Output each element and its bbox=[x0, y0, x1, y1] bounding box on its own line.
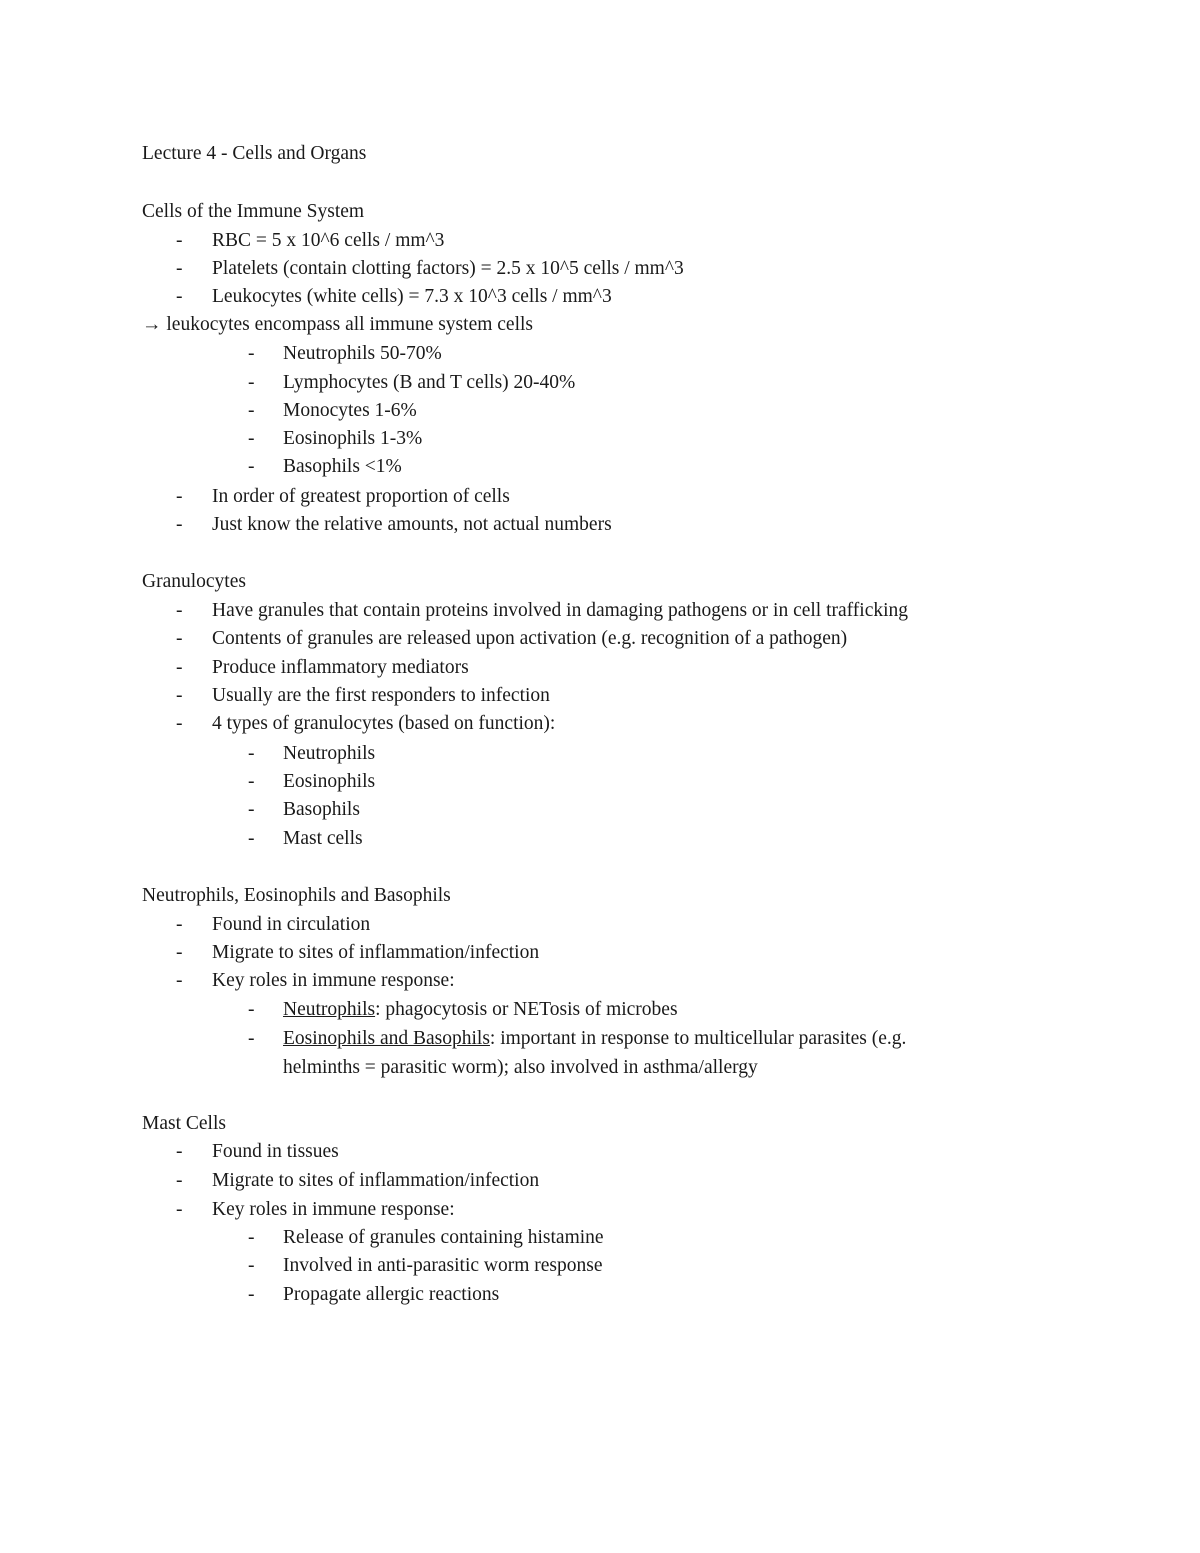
eosinophils-basophils-term: Eosinophils and Basophils bbox=[283, 1028, 490, 1049]
section-heading-neb: Neutrophils, Eosinophils and Basophils bbox=[142, 885, 451, 906]
neutrophils-term: Neutrophils bbox=[283, 999, 376, 1020]
section-heading-cells: Cells of the Immune System bbox=[142, 201, 365, 222]
page-title: Lecture 4 - Cells and Organs bbox=[142, 143, 367, 164]
arrow-note: → leukocytes encompass all immune system cells bbox=[142, 314, 533, 335]
section-heading-mast: Mast Cells bbox=[142, 1113, 226, 1134]
document-page: Lecture 4 - Cells and Organs Cells of the Immune System - RBC = 5 x 10^6 cells / mm^3 - Platelets (contain clotting factors) = 2.5 x 10^5 cells / mm^3 - Leukocytes (white cells) = 7.3 x 10^3 cells / mm^3 → leukocytes encompass all immune system cells - Neutrophils 50-70% - Lymphocytes (B and T cells) 20-40% - Monocytes 1-6% - Eosinophils 1-3% - Basophils <1% - In order of greatest proportion of cells - Just know the relative amounts, not actual numbers Granulocytes - Have granules that contain proteins involved in damaging pathogens or in cell trafficking - Contents of granules are released upon activation (e.g. recognition of a pathogen) - Produce inflammatory mediators - Usually are the first responders to infection - 4 types of granulocytes (based on function): - Neutrophils - Eosinophils - Basophils - Mast cells Neutrophils, Eosinophils and Basophils - Found in circulation - Migrate to sites of inflammation/infection - Key roles in immune response: - Neutrophils: phagocytosis or NETosis of microbes - Eosinophils and Basophils: important in response to multicellular parasites (e.g. helminths = parasitic worm); also involved in asthma/allergy Mast Cells - Found in tissues - Migrate to sites of inflammation/infection - Key roles in immune response: - Release of granules containing histamine - Involved in anti-parasitic worm response - Propagate allergic reactions bbox=[0, 0, 1200, 1553]
section-heading-granulocytes: Granulocytes bbox=[142, 571, 246, 592]
